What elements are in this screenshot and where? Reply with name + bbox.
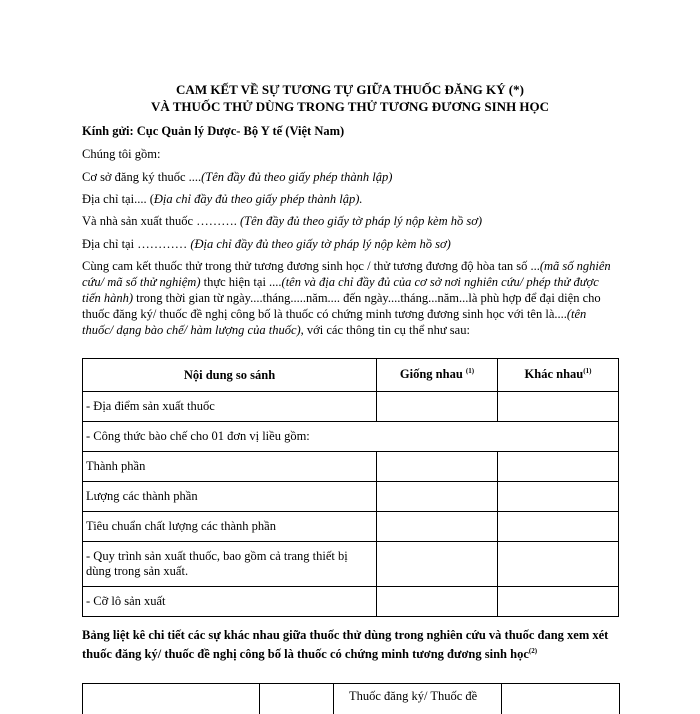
same-cell[interactable] xyxy=(377,512,498,542)
row-label: - Quy trình sản xuất thuốc, bao gồm cả trang thiết bị dùng trong sản xuất. xyxy=(83,542,377,587)
header-same-label: Giống nhau xyxy=(399,367,463,382)
row-label: - Cỡ lô sản xuất xyxy=(83,587,377,617)
table-row xyxy=(83,482,619,512)
row-label: Thành phần xyxy=(83,452,377,482)
detail-footnote-mark: (2) xyxy=(528,646,538,655)
different-cell[interactable] xyxy=(498,452,619,482)
recipient-line: Kính gửi: Cục Quản lý Dược- Bộ Y tế (Việt Nam) xyxy=(82,124,345,138)
detail-table-divider xyxy=(333,684,334,714)
document-title-line1: CAM KẾT VỀ SỰ TƯƠNG TỰ GIỮA THUỐC ĐĂNG KÝ (*) xyxy=(176,82,524,97)
footnote-mark-different: (1) xyxy=(583,367,592,376)
document-title-line2: VÀ THUỐC THỬ DÙNG TRONG THỬ TƯƠNG ĐƯƠNG SINH HỌC xyxy=(150,99,550,114)
commitment-c: thực hiện tại .... xyxy=(200,275,282,289)
manu-address-hint: (Địa chỉ đầy đủ theo giấy tờ pháp lý nộp kèm hồ sơ) xyxy=(190,237,451,251)
reg-address-label: Địa chỉ tại.... ( xyxy=(82,192,154,206)
different-cell[interactable] xyxy=(498,512,619,542)
row-label-merged: - Công thức bào chế cho 01 đơn vị liều gồm: xyxy=(83,422,619,452)
different-cell[interactable] xyxy=(498,587,619,617)
manufacturer-hint: (Tên đầy đủ theo giấy tờ pháp lý nộp kèm hồ sơ) xyxy=(239,214,483,228)
commitment-paragraph xyxy=(82,258,618,338)
manufacturer-line xyxy=(82,213,482,229)
different-cell[interactable] xyxy=(498,542,619,587)
detail-table xyxy=(82,683,620,714)
detail-table-divider xyxy=(501,684,502,714)
commitment-g: , với các thông tin cụ thể như sau: xyxy=(300,323,470,337)
same-cell[interactable] xyxy=(377,587,498,617)
different-cell[interactable] xyxy=(498,392,619,422)
commitment-f: (tên thuốc/ dạng bào chế/ hàm lượng của thuốc) xyxy=(82,307,587,337)
comparison-table xyxy=(82,358,619,617)
manufacturer-label: Và nhà sản xuất thuốc ………. xyxy=(82,214,240,228)
table-row xyxy=(83,422,619,452)
commitment-d: (tên và địa chỉ đầy đủ của cơ sở nơi nghiên cứu/ phép thử được tiến hành) xyxy=(82,275,599,305)
header-comparison-content: Nội dung so sánh xyxy=(83,359,377,392)
table-row xyxy=(83,452,619,482)
detail-table-header-registered: Thuốc đăng ký/ Thuốc đề xyxy=(349,689,478,703)
same-cell[interactable] xyxy=(377,482,498,512)
commitment-a: Cùng cam kết thuốc thử trong thử tương đương sinh học / thử tương đương độ hòa tan số ... xyxy=(82,259,540,273)
table-header-row xyxy=(83,359,619,392)
detail-heading-text: Bảng liệt kê chi tiết các sự khác nhau giữa thuốc thử dùng trong nghiên cứu và thuốc đang xem xét thuốc đăng ký/ thuốc đề nghị công bố là thuốc có chứng minh tương đương sinh học xyxy=(82,628,609,661)
table-row xyxy=(83,392,619,422)
manu-address-line xyxy=(82,236,451,252)
manu-address-label: Địa chỉ tại ………… xyxy=(82,237,191,251)
table-row xyxy=(83,542,619,587)
table-row xyxy=(83,587,619,617)
same-cell[interactable] xyxy=(377,452,498,482)
row-label: Lượng các thành phần xyxy=(83,482,377,512)
same-cell[interactable] xyxy=(377,392,498,422)
reg-facility-hint: (Tên đầy đủ theo giấy phép thành lập) xyxy=(201,170,393,184)
different-cell[interactable] xyxy=(498,482,619,512)
header-same xyxy=(377,359,498,392)
footnote-mark-same: (1) xyxy=(465,367,475,376)
detail-table-divider xyxy=(259,684,260,714)
reg-address-line xyxy=(82,191,363,207)
reg-facility-label: Cơ sở đăng ký thuốc .... xyxy=(82,170,202,184)
row-label: - Địa điểm sản xuất thuốc xyxy=(83,392,377,422)
table-row xyxy=(83,512,619,542)
detail-heading xyxy=(82,628,618,662)
same-cell[interactable] xyxy=(377,542,498,587)
intro-line: Chúng tôi gồm: xyxy=(82,147,161,161)
commitment-b: (mã số nghiên cứu/ mã số thử nghiệm) xyxy=(82,259,611,289)
header-different xyxy=(498,359,619,392)
commitment-e: trong thời gian từ ngày....tháng.....năm.... đến ngày....tháng...năm...là phù hợp để đại diện cho thuốc đăng ký/ thuốc đề nghị công bố là thuốc có chứng minh tương đương sinh học với tên là.... xyxy=(82,291,601,321)
row-label: Tiêu chuẩn chất lượng các thành phần xyxy=(83,512,377,542)
reg-address-hint: Địa chỉ đầy đủ theo giấy phép thành lập). xyxy=(153,192,363,206)
header-different-label: Khác nhau xyxy=(524,367,584,382)
reg-facility-line xyxy=(82,169,392,185)
